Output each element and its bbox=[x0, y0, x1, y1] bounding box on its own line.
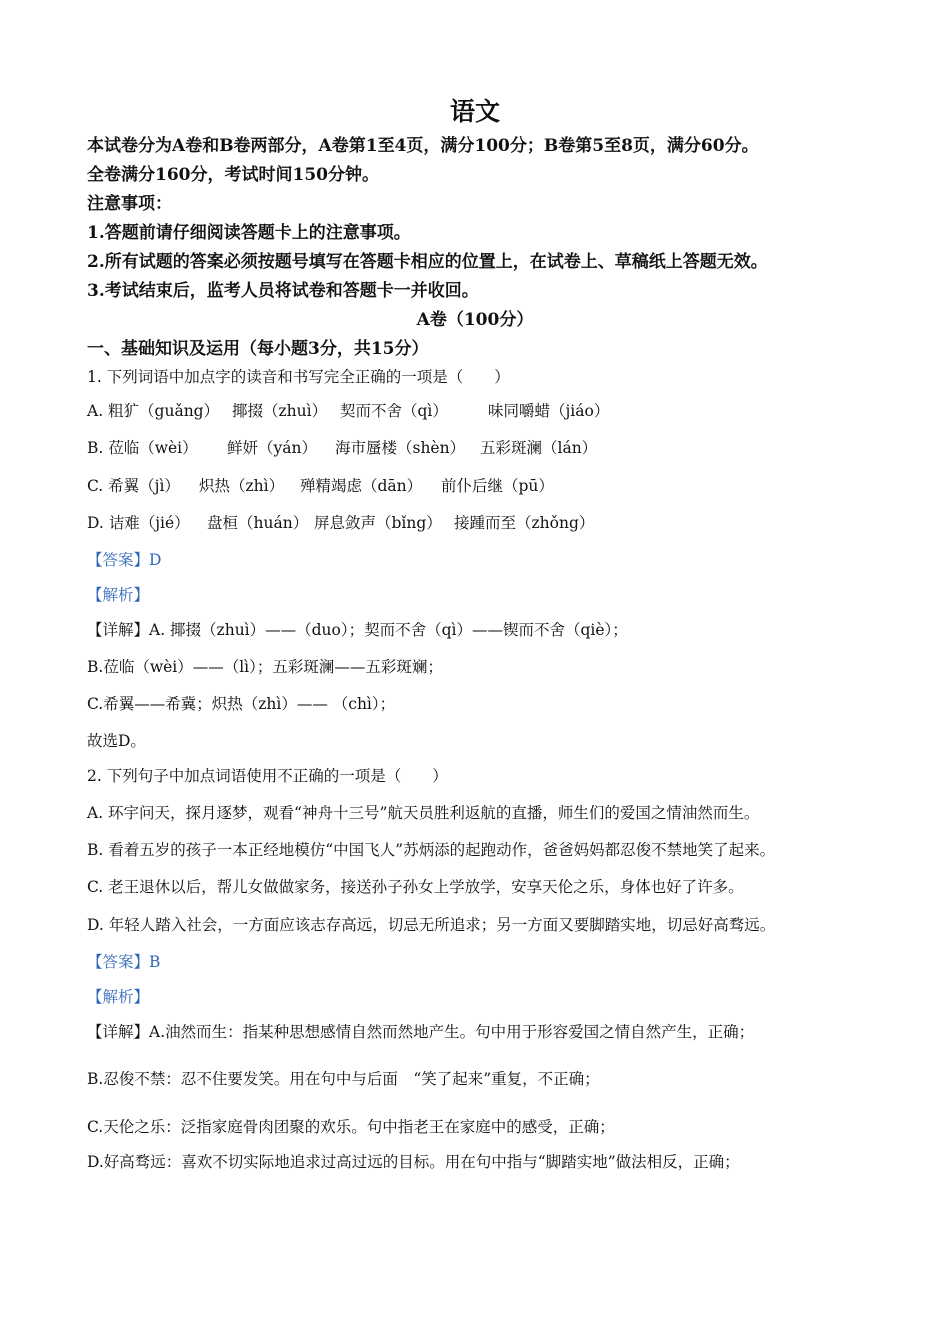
page-title: 语文 bbox=[449, 97, 500, 126]
q2-option-c: C. 老王退休以后，帮儿女做做家务，接送孙子孙女上学放学，安享天伦之乐，身体也好了许多。 bbox=[87, 878, 744, 896]
q1-option-d bbox=[87, 516, 594, 532]
option-term: D. 诘难（jié） bbox=[87, 514, 190, 532]
option-term: C. 希翼（jì） bbox=[87, 477, 180, 495]
notice-heading: 注意事项： bbox=[87, 194, 172, 214]
option-term: 五彩斑澜（lán） bbox=[480, 439, 598, 457]
option-term: 前仆后继（pū） bbox=[441, 477, 554, 495]
option-term: 盘桓（huán） bbox=[207, 514, 309, 532]
q2-detail-4: D.好高骛远：喜欢不切实际地追求过高过远的目标。用在句中指与“脚踏实地”做法相反，正确； bbox=[87, 1153, 740, 1171]
notice-item-1: 1.答题前请仔细阅读答题卡上的注意事项。 bbox=[87, 223, 411, 243]
q1-detail-1: 【详解】A. 揶掇（zhuì）——（duo）；契而不舍（qì）——锲而不舍（qiè）； bbox=[87, 621, 628, 639]
option-term: 炽热（zhì） bbox=[199, 477, 285, 495]
option-term: 鲜妍（yán） bbox=[227, 439, 317, 457]
q2-detail-2: B.忍俊不禁：忍不住要发笑。用在句中与后面 “笑了起来”重复，不正确； bbox=[87, 1070, 600, 1088]
q2-answer: 【答案】B bbox=[87, 953, 161, 971]
q1-option-b bbox=[87, 441, 597, 457]
q2-option-a: A. 环宇问天，探月逐梦，观看“神舟十三号”航天员胜利返航的直播，师生们的爱国之情油然而生。 bbox=[87, 804, 760, 822]
option-term: 味同嚼蜡（jiáo） bbox=[488, 402, 610, 420]
notice-line-1: 本试卷分为A卷和B卷两部分，A卷第1至4页，满分100分；B卷第5至8页，满分60分。 bbox=[87, 136, 759, 156]
notice-line-2: 全卷满分160分，考试时间150分钟。 bbox=[87, 165, 379, 185]
q1-conclusion: 故选D。 bbox=[87, 732, 146, 750]
q2-detail-3: C.天伦之乐：泛指家庭骨肉团聚的欢乐。句中指老王在家庭中的感受，正确； bbox=[87, 1118, 615, 1136]
option-term: A. 粗犷（guǎng） bbox=[87, 402, 220, 420]
q2-detail-1: 【详解】A.油然而生：指某种思想感情自然而然地产生。句中用于形容爱国之情自然产生，正确； bbox=[87, 1023, 755, 1041]
q2-option-b: B. 看着五岁的孩子一本正经地模仿“中国飞人”苏炳添的起跑动作，爸爸妈妈都忍俊不禁地笑了起来。 bbox=[87, 841, 776, 859]
q1-analysis-tag: 【解析】 bbox=[87, 586, 150, 604]
q1-detail-3: C.希翼——希冀；炽热（zhì）—— （chì）； bbox=[87, 695, 396, 713]
option-term: 殚精竭虑（dān） bbox=[300, 477, 423, 495]
q1-answer: 【答案】D bbox=[87, 551, 162, 569]
q1-option-a bbox=[87, 404, 609, 420]
section-a-heading: A卷（100分） bbox=[416, 310, 534, 330]
part1-heading: 一、基础知识及运用（每小题3分，共15分） bbox=[87, 339, 429, 359]
q2-analysis-tag: 【解析】 bbox=[87, 988, 150, 1006]
option-term: B. 莅临（wèi） bbox=[87, 439, 198, 457]
q2-stem: 2. 下列句子中加点词语使用不正确的一项是（ ） bbox=[87, 767, 448, 785]
option-term: 接踵而至（zhǒng） bbox=[454, 514, 595, 532]
q2-option-d: D. 年轻人踏入社会，一方面应该志存高远，切忌无所追求；另一方面又要脚踏实地，切忌好高骛远。 bbox=[87, 916, 776, 934]
q1-option-c bbox=[87, 479, 554, 495]
option-term: 揶掇（zhuì） bbox=[232, 402, 328, 420]
notice-item-2: 2.所有试题的答案必须按题号填写在答题卡相应的位置上，在试卷上、草稿纸上答题无效。 bbox=[87, 252, 768, 272]
q1-detail-2: B.莅临（wèi）——（lì）；五彩斑澜——五彩斑斓； bbox=[87, 658, 443, 676]
notice-item-3: 3.考试结束后，监考人员将试卷和答题卡一并收回。 bbox=[87, 281, 479, 301]
q1-stem: 1. 下列词语中加点字的读音和书写完全正确的一项是（ ） bbox=[87, 368, 510, 386]
option-term: 海市蜃楼（shèn） bbox=[335, 439, 466, 457]
option-term: 屏息敛声（bǐng） bbox=[314, 514, 442, 532]
option-term: 契而不舍（qì） bbox=[340, 402, 448, 420]
